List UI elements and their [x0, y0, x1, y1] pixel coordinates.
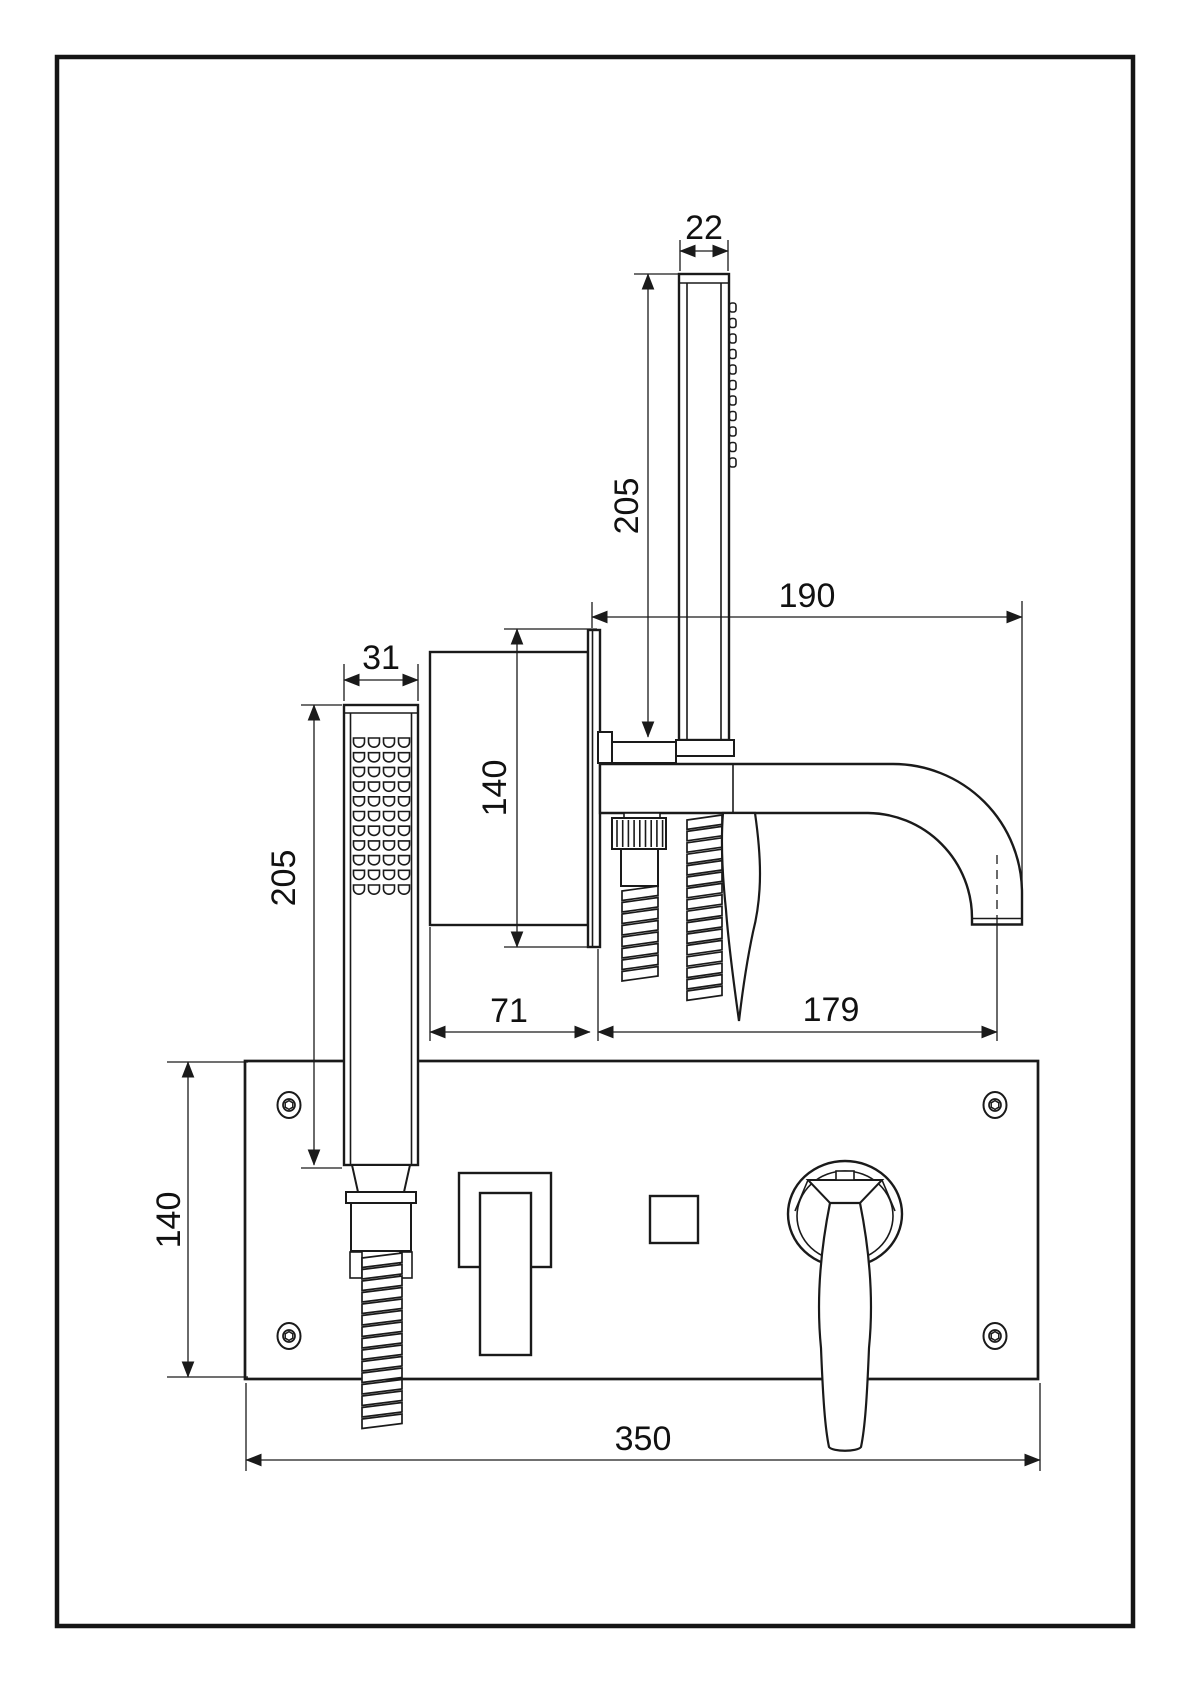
- handshower-side: [676, 274, 736, 756]
- handle-taper: [352, 1165, 410, 1192]
- dim-label-22: 22: [685, 209, 723, 247]
- dim-handshower-length-side: [608, 274, 678, 737]
- screw: [984, 1323, 1007, 1349]
- holder-arm: [612, 742, 676, 763]
- nozzle-bumps: [730, 303, 737, 467]
- flex-hose-left: [622, 886, 658, 981]
- lever-handle-side: [722, 813, 760, 1021]
- holder-bracket: [598, 732, 612, 763]
- holder-cradle: [676, 740, 734, 756]
- dim-handshower-width: [344, 639, 418, 701]
- hose-connector: [621, 849, 658, 886]
- dim-label-205-side: 205: [607, 477, 646, 535]
- lever-set-screw-notch: [836, 1171, 854, 1180]
- hose-nut-front: [351, 1203, 411, 1251]
- swivel-ring: [346, 1192, 416, 1203]
- supply-fittings-side: [612, 813, 760, 1021]
- dim-label-205-front: 205: [264, 849, 303, 907]
- dim-body-depth: [430, 927, 590, 1041]
- side-view: [430, 274, 1022, 1021]
- wall-plate-side: [588, 630, 600, 947]
- dim-handshower-diameter: [680, 209, 728, 271]
- flex-hose-right: [687, 815, 722, 1000]
- dim-label-350: 350: [614, 1420, 672, 1458]
- dim-label-140-front: 140: [149, 1191, 188, 1249]
- screw: [278, 1323, 301, 1349]
- dim-label-140-side: 140: [475, 759, 514, 817]
- dim-label-190: 190: [778, 577, 836, 615]
- dim-label-179: 179: [802, 991, 860, 1029]
- dim-label-31: 31: [362, 639, 400, 677]
- dim-plate-height: [150, 1062, 248, 1377]
- dim-label-71: 71: [490, 992, 528, 1030]
- screw: [278, 1092, 301, 1118]
- screw: [984, 1092, 1007, 1118]
